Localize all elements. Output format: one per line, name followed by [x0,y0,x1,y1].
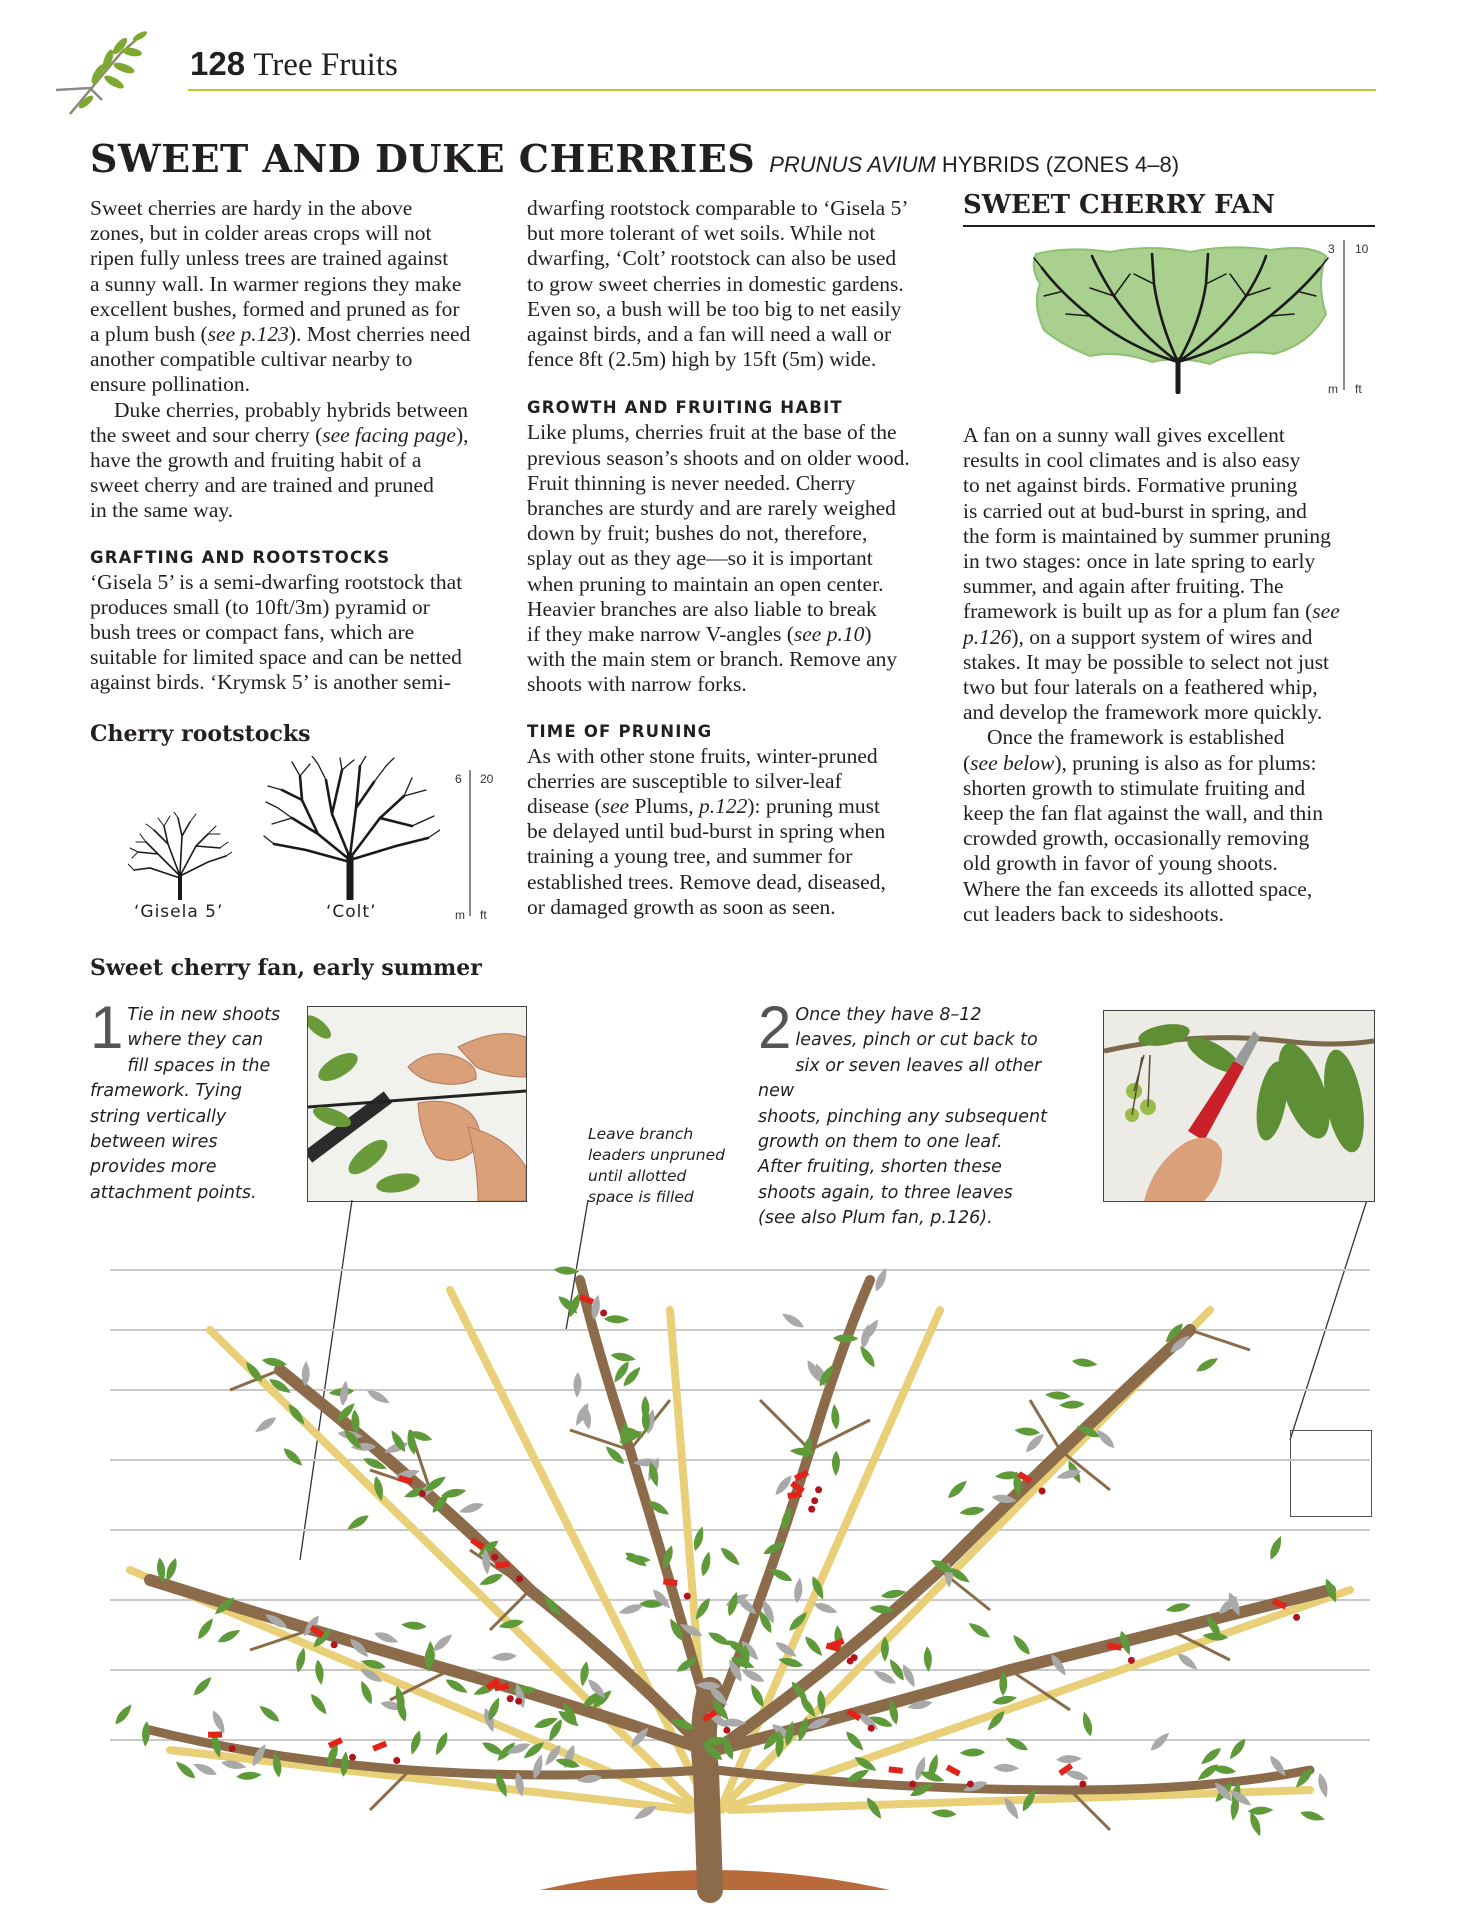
text-line: crowded growth, occasionally removing [963,826,1310,851]
leaf-cluster [112,1266,1339,1838]
text-line: A fan on a sunny wall gives excellent [963,423,1285,447]
text-line: summer, and again after fruiting. The [963,574,1284,599]
text-line: p.126), on a support system of wires and [963,624,1313,649]
intro-line: Sweet cherries are hardy in the above [90,196,413,220]
intro-line: a sunny wall. In warmer regions they make [90,271,462,296]
text-line: cut leaders back to sideshoots. [963,901,1224,926]
text-line: to net against birds. Formative pruning [963,473,1298,498]
text-line: old growth in favor of young shoots. [963,851,1278,876]
text-line: but more tolerant of wet soils. While not [527,221,876,246]
scale-m-label: m [455,908,465,922]
gisela-5-tree-illustration [128,812,232,900]
text-line: Once the framework is established [987,725,1285,750]
duke-line: Duke cherries, probably hybrids between [114,397,469,422]
header-rule [188,89,1376,91]
step-1-caption: 1 Tie in new shoots where they can fill spaces in the framework. Tying string vertically between wires provides more attachment points. [90,994,281,1203]
title-zones: HYBRIDS (ZONES 4–8) [941,152,1180,177]
text-line: framework is built up as for a plum fan (see [963,599,1340,624]
duke-line: the sweet and sour cherry (see facing page), [90,422,469,447]
growth-line: when pruning to maintain an open center. [527,571,884,596]
cross-reference: see p.10 [793,622,865,647]
timing-line: As with other stone fruits, winter-pruned [527,743,878,768]
leaf-sprig-icon [50,30,150,122]
grafting-line: bush trees or compact fans, which are [90,620,415,645]
growth-line: splay out as they age—so it is important [527,546,873,571]
grafting-line: suitable for limited space and can be netted [90,645,462,670]
section-name: Tree Fruits [253,47,398,83]
text-line: Where the fan exceeds its allotted space, [963,876,1313,901]
rootstocks-heading: Cherry rootstocks [90,721,311,747]
sweet-cherry-fan-heading: SWEET CHERRY FAN [963,190,1275,220]
cross-reference: see facing page [322,422,456,447]
growth-line: previous season’s shoots and on older wood. [527,445,910,470]
cross-reference: p.126 [963,624,1012,649]
text-line: is carried out at bud-burst in spring, and [963,498,1307,523]
text-line: (see below), pruning is also as for plums: [963,750,1317,775]
text-line: the form is maintained by summer pruning [963,523,1331,548]
text-line: results in cool climates and is also easy [963,448,1301,473]
growth-line: if they make narrow V-angles (see p.10) [527,622,872,647]
intro-line: ripen fully unless trees are trained against [90,246,449,271]
timing-line: cherries are susceptible to silver-leaf [527,768,842,793]
heading-rule [963,225,1375,227]
scale-bar [1343,240,1345,390]
text-line: two but four laterals on a feathered whip, [963,675,1318,700]
text-line: dwarfing rootstock comparable to ‘Gisela 5’ [527,196,909,220]
scale-m-top: 3 [1328,242,1335,256]
grafting-line: ‘Gisela 5’ is a semi-dwarfing rootstock that [90,569,463,594]
timing-line: training a young tree, and summer for [527,844,853,869]
growth-line: Fruit thinning is never needed. Cherry [527,470,856,495]
rootstock-label-gisela: ‘Gisela 5’ [134,902,224,922]
cross-reference: see p.123 [207,322,289,347]
rootstock-label-colt: ‘Colt’ [326,902,377,922]
scale-m-label: m [1328,382,1338,396]
step-number: 2 [758,994,792,1061]
pruning-secateurs-photo [1103,1010,1375,1202]
column-3 [963,423,1383,927]
text-line: keep the fan flat against the wall, and thin [963,801,1323,826]
growth-heading: GROWTH AND FRUITING HABIT [527,398,843,418]
tying-shoots-photo [307,1006,527,1202]
page-title [90,133,1179,194]
scale-ft-label: ft [480,908,487,922]
intro-line: ensure pollination. [90,372,251,397]
text-line: dwarfing, ‘Colt’ rootstock can also be used [527,246,897,271]
intro-line: a plum bush (see p.123). Most cherries need [90,322,471,347]
scale-ft-top: 10 [1355,242,1369,256]
colt-tree-illustration [262,756,440,900]
leader-annotation: Leave branch leaders unpruned until allotted space is filled [588,1125,725,1206]
step-number: 1 [90,994,124,1061]
sweet-cherry-fan-illustration [110,1250,1380,1910]
growth-line: Heavier branches are also liable to break [527,596,877,621]
timing-line: or damaged growth as soon as seen. [527,894,836,919]
column-1 [90,196,500,696]
cross-reference: see below [970,750,1055,775]
text-line: Even so, a bush will be too big to net easily [527,296,902,321]
intro-line: another compatible cultivar nearby to [90,347,413,372]
text-line: and develop the framework more quickly. [963,700,1323,725]
timing-heading: TIME OF PRUNING [527,721,713,741]
timing-line: be delayed until bud-burst in spring when [527,819,886,844]
timing-line: established trees. Remove dead, diseased, [527,869,886,894]
scale-ft-top: 20 [480,772,494,786]
timing-line: disease (see Plums, p.122): pruning must [527,794,880,819]
scale-bar [469,770,471,916]
fan-section-heading: Sweet cherry fan, early summer [90,955,482,981]
scale-ft-label: ft [1355,382,1362,396]
red-ties [208,1294,1287,1777]
growth-line: Like plums, cherries fruit at the base of the [527,420,897,445]
text-line: against birds, and a fan will need a wall or [527,322,892,347]
grafting-line: against birds. ‘Krymsk 5’ is another semi- [90,670,451,695]
grafting-line: produces small (to 10ft/3m) pyramid or [90,594,430,619]
column-2 [527,196,947,920]
text-line: shorten growth to stimulate fruiting and [963,775,1306,800]
duke-line: have the growth and fruiting habit of a [90,448,422,473]
growth-line: branches are sturdy and are rarely weighed [527,496,896,521]
intro-line: excellent bushes, formed and pruned as for [90,296,460,321]
title-latin: PRUNUS AVIUM [769,152,936,177]
text-line: stakes. It may be possible to select not just [963,649,1330,674]
scale-m-top: 6 [455,772,462,786]
page-number: 128 [190,45,246,82]
text-line: in two stages: once in late spring to early [963,549,1316,574]
growth-line: shoots with narrow forks. [527,672,747,697]
folio [190,44,398,85]
text-line: to grow sweet cherries in domestic gardens. [527,271,904,296]
step-2-caption: 2 Once they have 8–12 leaves, pinch or cut back to six or seven leaves all other new shoots, pinching any subsequent growth on them to one leaf. After fruiting, shorten these shoots again, to three leaves (see also Plum fan, p.126). [758,994,1047,1229]
duke-line: sweet cherry and are trained and pruned [90,473,434,498]
intro-line: zones, but in colder areas crops will not [90,221,432,246]
grafting-heading: GRAFTING AND ROOTSTOCKS [90,547,391,567]
duke-line: in the same way. [90,498,234,523]
title-main: SWEET AND DUKE CHERRIES [90,136,756,181]
growth-line: with the main stem or branch. Remove any [527,647,898,672]
text-line: fence 8ft (2.5m) high by 15ft (5m) wide. [527,347,877,372]
growth-line: down by fruit; bushes do not, therefore, [527,521,868,546]
fan-silhouette-illustration [1030,244,1330,394]
